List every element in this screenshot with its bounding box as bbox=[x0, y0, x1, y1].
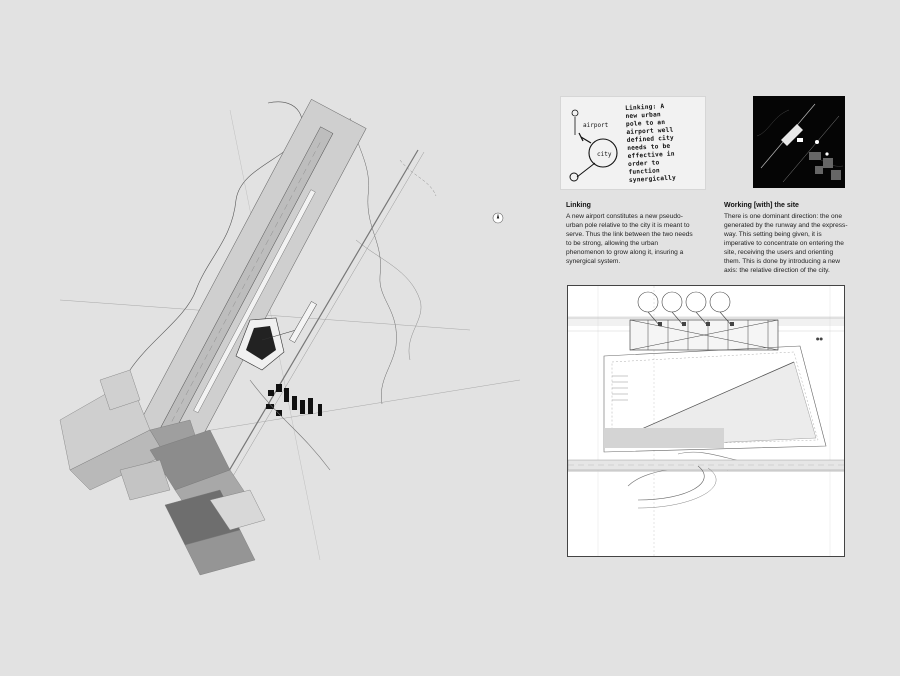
sketch-diagram bbox=[561, 97, 627, 189]
working-body: There is one dominant direction: the one generated by the runway and the express-way. This setting being given, it is imperative to concentrate on entering the site, receiving the users and orienting them. This is done by introducing a new axis: the relative direction of the city. bbox=[724, 213, 848, 274]
site-dark-map bbox=[753, 96, 845, 188]
concept-sketch bbox=[560, 96, 706, 190]
contour-line bbox=[400, 160, 436, 196]
svg-text:●●: ●● bbox=[816, 336, 823, 341]
linking-body: A new airport constitutes a new pseudo-urban pole relative to the city it is meant to serve. Thus the link between the two needs to be strong, allowing the urban phenomenon to grow along it, insuring a synergical system. bbox=[566, 213, 693, 265]
access-road bbox=[250, 380, 330, 470]
working-section bbox=[724, 201, 849, 275]
contour-line bbox=[356, 240, 421, 360]
sketch-airport-label: airport bbox=[583, 122, 609, 129]
linking-title: Linking bbox=[566, 202, 591, 209]
parking-blocks bbox=[266, 384, 322, 416]
linking-section bbox=[566, 201, 693, 266]
sketch-city-label: city bbox=[597, 151, 612, 158]
runway-group bbox=[124, 99, 367, 481]
terminal-plan-drawing bbox=[568, 286, 845, 557]
terminal-plan bbox=[567, 285, 845, 557]
north-arrow-icon bbox=[492, 212, 504, 224]
sketch-note: Linking: A new urban pole to an airport well defined city needs to be effective in order to function synergically bbox=[624, 102, 677, 184]
contour-line bbox=[350, 118, 396, 404]
working-title: Working [with] the site bbox=[724, 202, 799, 209]
